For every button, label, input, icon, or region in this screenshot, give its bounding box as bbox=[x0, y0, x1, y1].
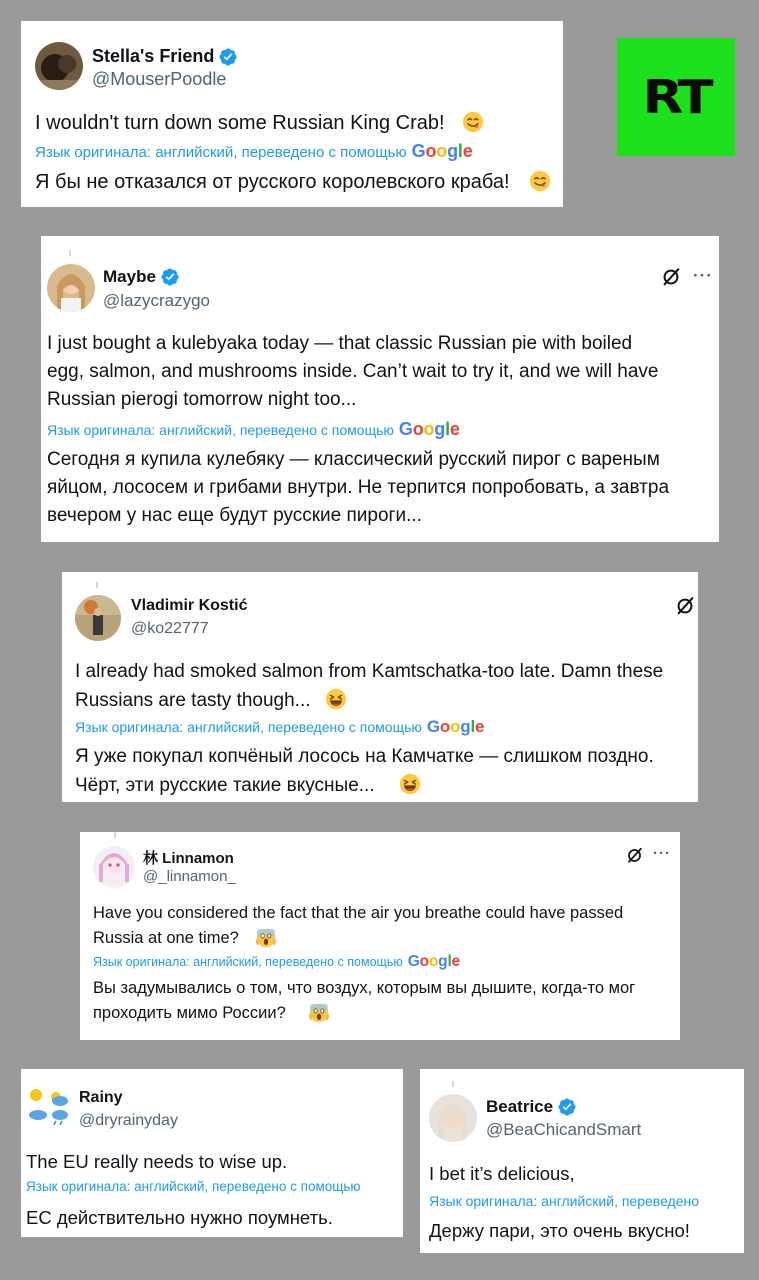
tweet-text bbox=[26, 1149, 287, 1174]
tweet-text bbox=[47, 330, 658, 414]
author-name[interactable] bbox=[131, 597, 247, 615]
avatar[interactable] bbox=[429, 1094, 477, 1142]
translated-text-line: ЕС действительно нужно поумнеть. bbox=[26, 1207, 333, 1228]
author-handle[interactable]: @BeaChicandSmart bbox=[486, 1120, 642, 1139]
author-handle[interactable]: @_linnamon_ bbox=[143, 868, 236, 885]
translation-label: Язык оригинала: английский, переведено bbox=[429, 1193, 700, 1209]
avatar[interactable] bbox=[26, 1085, 72, 1125]
more-options-icon[interactable]: ··· bbox=[693, 266, 713, 285]
laughing-emoji-icon bbox=[399, 773, 421, 795]
avatar[interactable] bbox=[75, 595, 121, 641]
author-name[interactable] bbox=[92, 46, 238, 67]
rt-logo-text: RT bbox=[642, 70, 710, 124]
translation-label: Язык оригинала: английский, переведено с помощью bbox=[47, 422, 394, 438]
author-handle[interactable]: @dryrainyday bbox=[79, 1112, 178, 1129]
tweet-text-line: Russians are tasty though... bbox=[75, 690, 311, 711]
author-handle[interactable]: @ko22777 bbox=[131, 620, 209, 637]
translation-attribution[interactable] bbox=[429, 1193, 699, 1209]
verified-badge-icon bbox=[557, 1097, 577, 1117]
author-name[interactable] bbox=[486, 1097, 577, 1117]
google-logo: Google bbox=[407, 953, 460, 970]
google-logo: Google bbox=[426, 717, 485, 736]
thread-connector bbox=[69, 250, 71, 256]
screaming-emoji-icon bbox=[309, 1003, 329, 1023]
author-name-text: 林 Linnamon bbox=[143, 850, 234, 867]
tweet-text bbox=[35, 110, 445, 137]
translated-text-line: Вы задумывались о том, что воздух, которым вы дышите, когда-то мог bbox=[93, 979, 636, 997]
tweet-text-line: Russian pierogi tomorrow night too... bbox=[47, 389, 357, 410]
tweet-text-line: I wouldn't turn down some Russian King Crab! bbox=[35, 112, 445, 134]
avatar[interactable] bbox=[93, 846, 135, 888]
avatar[interactable] bbox=[35, 42, 83, 90]
translated-text-line: проходить мимо России? bbox=[93, 1004, 286, 1022]
tweet-card-maybe[interactable] bbox=[41, 236, 719, 542]
grok-icon[interactable] bbox=[625, 846, 644, 865]
tweet-card-stellas-friend[interactable] bbox=[21, 21, 563, 207]
verified-badge-icon bbox=[160, 267, 180, 287]
tweet-text-line: Russia at one time? bbox=[93, 929, 239, 947]
translated-text-line: Чёрт, эти русские такие вкусные... bbox=[75, 775, 375, 796]
translated-text-line: Я бы не отказался от русского королевского краба! bbox=[35, 171, 510, 193]
translation-label: Язык оригинала: английский, переведено с помощью bbox=[75, 719, 422, 735]
translated-text bbox=[93, 976, 635, 1026]
grok-icon[interactable] bbox=[660, 266, 682, 288]
translated-text-line: яйцом, лососем и грибами внутри. Не терпится попробовать, а завтра bbox=[47, 477, 670, 498]
author-name[interactable] bbox=[143, 847, 234, 868]
translated-text bbox=[35, 169, 510, 196]
tweet-card-rainy[interactable] bbox=[21, 1069, 403, 1237]
translation-label: Язык оригинала: английский, переведено с помощью bbox=[35, 144, 407, 161]
translated-text-line: Держу пари, это очень вкусно! bbox=[429, 1220, 690, 1241]
translation-attribution[interactable] bbox=[93, 953, 460, 971]
author-name-text: Maybe bbox=[103, 267, 156, 286]
translation-attribution[interactable] bbox=[75, 717, 484, 737]
thread-connector bbox=[96, 582, 98, 588]
translated-text bbox=[75, 742, 654, 800]
yum-emoji-icon bbox=[529, 170, 551, 192]
translated-text-line: Сегодня я купила кулебяку — классический русский пирог с вареным bbox=[47, 449, 660, 470]
tweet-text-line: egg, salmon, and mushrooms inside. Can’t wait to try it, and we will have bbox=[47, 361, 659, 382]
translation-label: Язык оригинала: английский, переведено с помощью bbox=[93, 955, 403, 969]
tweet-text-line: The EU really needs to wise up. bbox=[26, 1151, 288, 1172]
tweet-card-vladimir-kostic[interactable] bbox=[62, 572, 698, 802]
tweet-text bbox=[93, 901, 623, 951]
author-name-text: Rainy bbox=[79, 1089, 123, 1106]
screaming-emoji-icon bbox=[256, 928, 276, 948]
google-logo: Google bbox=[411, 141, 473, 161]
tweet-text-line: I bet it’s delicious, bbox=[429, 1163, 575, 1184]
translated-text-line: вечером у нас еще будут русские пироги... bbox=[47, 505, 422, 526]
author-name-text: Vladimir Kostić bbox=[131, 597, 248, 614]
tweet-card-linnamon[interactable] bbox=[80, 832, 680, 1040]
rt-logo bbox=[617, 38, 735, 156]
author-handle[interactable]: @lazycrazygo bbox=[103, 291, 211, 310]
grok-icon[interactable] bbox=[674, 595, 696, 617]
more-options-icon[interactable]: ··· bbox=[653, 845, 671, 862]
tweet-text-line: I just bought a kulebyaka today — that classic Russian pie with boiled bbox=[47, 333, 633, 354]
author-handle[interactable]: @MouserPoodle bbox=[92, 69, 227, 89]
translation-attribution[interactable] bbox=[26, 1179, 361, 1194]
translated-text-line: Я уже покупал копчёный лосось на Камчатке — слишком поздно. bbox=[75, 746, 654, 767]
avatar[interactable] bbox=[47, 264, 95, 312]
tweet-text-line: I already had smoked salmon from Kamtschatka-too late. Damn these bbox=[75, 661, 664, 682]
google-logo: Google bbox=[398, 419, 460, 439]
translation-attribution[interactable] bbox=[35, 141, 473, 162]
verified-badge-icon bbox=[218, 47, 238, 67]
author-name[interactable] bbox=[103, 267, 180, 287]
tweet-text-line: Have you considered the fact that the air you breathe could have passed bbox=[93, 904, 624, 922]
author-name-text: Beatrice bbox=[486, 1097, 554, 1116]
translation-attribution[interactable] bbox=[47, 419, 460, 440]
translated-text bbox=[47, 446, 669, 530]
translated-text bbox=[429, 1218, 690, 1243]
tweet-card-beatrice[interactable] bbox=[420, 1069, 744, 1253]
translated-text bbox=[26, 1205, 333, 1230]
translation-label: Язык оригинала: английский, переведено с помощью bbox=[26, 1179, 361, 1194]
author-name-text: Stella's Friend bbox=[92, 46, 215, 66]
author-name[interactable] bbox=[79, 1089, 123, 1107]
yum-emoji-icon bbox=[462, 111, 484, 133]
thread-connector bbox=[114, 832, 116, 838]
tweet-text bbox=[75, 657, 663, 715]
laughing-emoji-icon bbox=[325, 688, 347, 710]
thread-connector bbox=[452, 1081, 454, 1087]
tweet-text bbox=[429, 1161, 575, 1186]
